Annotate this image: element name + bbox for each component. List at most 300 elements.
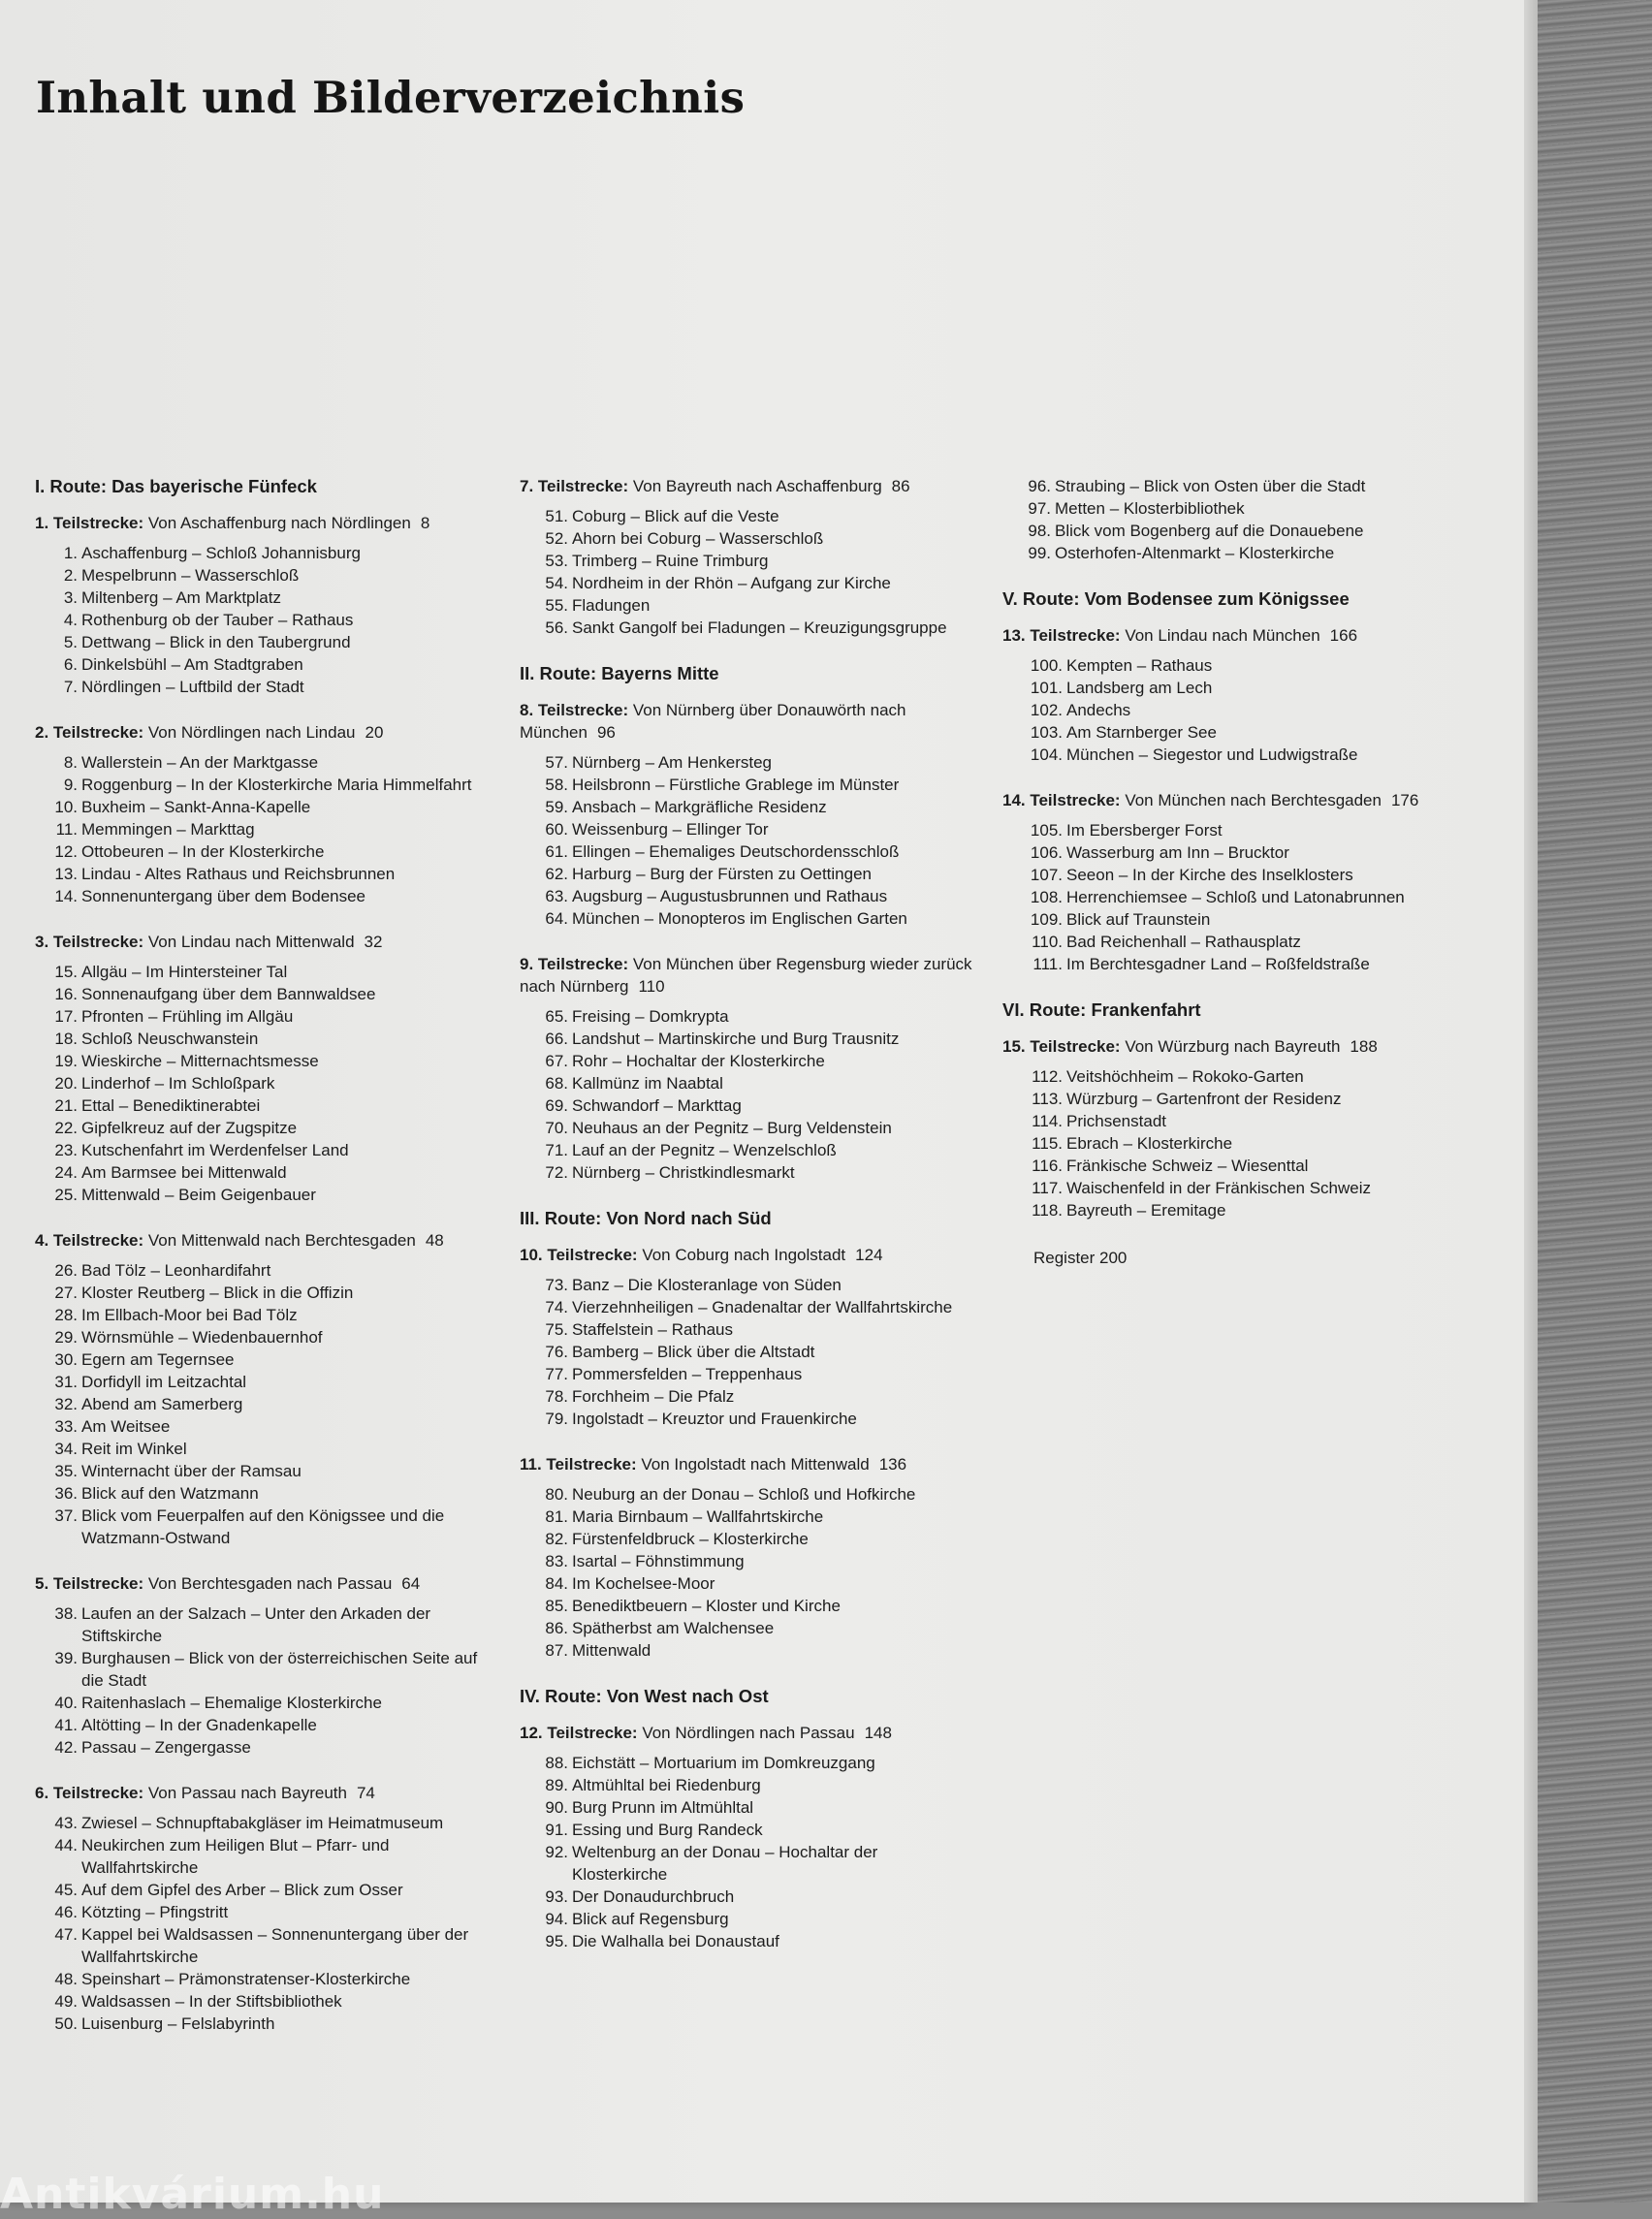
list-item [35,1393,491,1415]
list-item [520,550,975,572]
picture-title: Waischenfeld in der Fränkischen Schweiz [1066,1179,1372,1197]
toc-column-2 [520,475,975,1976]
picture-number: 65. [545,1007,568,1026]
list-item [35,586,491,609]
picture-title: Nürnberg – Christkindlesmarkt [572,1163,795,1182]
leg-page-number: 64 [401,1574,421,1593]
picture-title: Trimberg – Ruine Trimburg [572,552,769,570]
picture-number: 118. [1032,1201,1063,1220]
route-leg [35,1782,491,2035]
list-item [520,1005,975,1028]
picture-list [520,1005,975,1184]
picture-number: 3. [63,588,78,607]
list-item [1002,1199,1448,1221]
picture-title: Buxheim – Sankt-Anna-Kapelle [81,798,311,816]
picture-title: Dinkelsbühl – Am Stadtgraben [81,655,303,674]
list-item [520,1050,975,1072]
leg-title [1002,1035,1448,1058]
picture-number: 46. [54,1903,78,1921]
picture-title: Maria Birnbaum – Wallfahrtskirche [572,1507,824,1526]
picture-title: Ebrach – Klosterkirche [1066,1134,1233,1153]
leg-heading [520,1244,975,1266]
list-item [35,676,491,698]
picture-title: Am Weitsee [81,1417,171,1436]
picture-title: Kötzting – Pfingstritt [81,1903,229,1921]
picture-number: 25. [54,1186,78,1204]
picture-title: Der Donaudurchbruch [572,1887,735,1906]
picture-number: 88. [545,1754,568,1772]
route-heading: V. Route: Vom Bodensee zum Königssee [1002,588,1350,609]
leg-description: Von Nürnberg über Donauwörth nach München [520,701,906,742]
picture-number: 96. [1028,477,1051,495]
watermark: Antikvárium.hu [0,2170,385,2219]
picture-list [35,751,491,907]
picture-number: 87. [545,1641,568,1660]
list-item [1002,931,1448,953]
picture-number: 93. [545,1887,568,1906]
toc-column-3 [1002,475,1448,1269]
leg-description: Von Ingolstadt nach Mittenwald [641,1455,870,1474]
list-item [35,796,491,818]
list-item [520,1528,975,1550]
picture-title: Lindau - Altes Rathaus und Reichsbrunnen [81,865,396,883]
list-item [35,1460,491,1482]
route-leg [35,721,491,907]
leg-page-number: 166 [1329,626,1358,645]
list-item [520,505,975,527]
list-item [520,1028,975,1050]
list-item [35,1692,491,1714]
picture-title: Vierzehnheiligen – Gnadenaltar der Wallfahrtskirche [572,1298,953,1316]
picture-number: 85. [545,1597,568,1615]
picture-title: Roggenburg – In der Klosterkirche Maria Himmelfahrt [81,776,472,794]
picture-list [520,505,975,639]
list-item [35,1482,491,1505]
list-item [520,1161,975,1184]
picture-title: Mittenwald – Beim Geigenbauer [81,1186,316,1204]
picture-number: 6. [63,655,78,674]
list-item [520,796,975,818]
list-item [520,885,975,907]
picture-title: Staffelstein – Rathaus [572,1320,734,1339]
picture-number: 39. [54,1649,78,1667]
leg-description: Von Nördlingen nach Lindau [147,723,356,742]
list-item [1002,520,1448,542]
list-item [35,1184,491,1206]
picture-number: 37. [54,1506,78,1525]
picture-title: Zwiesel – Schnupftabakgläser im Heimatmuseum [81,1814,444,1832]
picture-title: Am Barmsee bei Mittenwald [81,1163,287,1182]
picture-title: Ottobeuren – In der Klosterkirche [81,842,325,861]
picture-title: Bad Tölz – Leonhardifahrt [81,1261,271,1280]
picture-number: 58. [545,776,568,794]
leg-title [35,931,491,953]
picture-number: 52. [545,529,568,548]
leg-page-number: 32 [364,933,383,951]
list-item [35,774,491,796]
picture-title: Schloß Neuschwanstein [81,1030,259,1048]
list-item [35,1161,491,1184]
picture-number: 72. [545,1163,568,1182]
list-item [520,1886,975,1908]
picture-title: Blick auf Regensburg [572,1910,729,1928]
list-item [35,961,491,983]
route-leg [35,931,491,1206]
list-item [35,1326,491,1348]
picture-title: Sonnenuntergang über dem Bodensee [81,887,366,905]
leg-page-number: 20 [365,723,384,742]
route-leg [1002,789,1448,975]
picture-number: 51. [545,507,568,525]
picture-number: 55. [545,596,568,615]
list-item [1002,886,1448,908]
list-item [520,1318,975,1341]
leg-description: Von Mittenwald nach Berchtesgaden [147,1231,416,1250]
list-item [520,572,975,594]
route-leg [35,1229,491,1549]
picture-title: Kempten – Rathaus [1066,656,1213,675]
picture-number: 5. [63,633,78,651]
picture-number: 101. [1030,679,1063,697]
list-item [520,1796,975,1819]
picture-number: 99. [1028,544,1051,562]
picture-number: 11. [55,820,78,839]
picture-title: Im Ellbach-Moor bei Bad Tölz [81,1306,298,1324]
picture-number: 73. [545,1276,568,1294]
list-item [35,1304,491,1326]
picture-number: 76. [545,1343,568,1361]
picture-number: 28. [54,1306,78,1324]
picture-number: 63. [545,887,568,905]
leg-label: 14. Teilstrecke: [1002,791,1121,809]
picture-number: 60. [545,820,568,839]
picture-number: 38. [54,1604,78,1623]
picture-number: 105. [1030,821,1063,840]
picture-number: 116. [1032,1157,1063,1175]
list-item [35,1834,491,1879]
route-leg [35,1572,491,1759]
picture-number: 59. [545,798,568,816]
picture-title: Fränkische Schweiz – Wiesenttal [1066,1157,1309,1175]
picture-title: Rohr – Hochaltar der Klosterkirche [572,1052,825,1070]
list-item [520,1752,975,1774]
picture-title: Dorfidyll im Leitzachtal [81,1373,247,1391]
list-item [520,617,975,639]
picture-list [1002,819,1448,975]
list-item [35,1923,491,1968]
picture-number: 113. [1032,1090,1063,1108]
picture-number: 69. [545,1096,568,1115]
picture-number: 84. [545,1574,568,1593]
picture-title: Fladungen [572,596,651,615]
list-item [520,863,975,885]
picture-title: Neuhaus an der Pegnitz – Burg Veldenstein [572,1119,892,1137]
picture-number: 41. [54,1716,78,1734]
picture-title: Kutschenfahrt im Werdenfelser Land [81,1141,349,1159]
list-item [520,527,975,550]
list-item [35,1072,491,1094]
picture-title: Bad Reichenhall – Rathausplatz [1066,933,1301,951]
picture-title: Ansbach – Markgräfliche Residenz [572,798,827,816]
picture-title: Benediktbeuern – Kloster und Kirche [572,1597,841,1615]
picture-title: Mittenwald [572,1641,651,1660]
picture-title: Andechs [1066,701,1131,719]
list-item [1002,908,1448,931]
route-leg [520,699,975,930]
list-item [35,1714,491,1736]
list-item [520,1408,975,1430]
picture-list [520,1752,975,1952]
leg-heading [520,953,975,998]
picture-number: 56. [545,618,568,637]
list-item [520,1385,975,1408]
picture-title: Seeon – In der Kirche des Inselklosters [1066,866,1353,884]
picture-title: Kallmünz im Naabtal [572,1074,723,1093]
list-item [35,609,491,631]
picture-number: 74. [545,1298,568,1316]
picture-number: 15. [54,963,78,981]
picture-title: Prichsenstadt [1066,1112,1166,1130]
picture-title: Speinshart – Prämonstratenser-Klosterkirche [81,1970,411,1988]
picture-title: Fürstenfeldbruck – Klosterkirche [572,1530,809,1548]
picture-number: 42. [54,1738,78,1757]
list-item [35,840,491,863]
leg-description: Von Berchtesgaden nach Passau [147,1574,393,1593]
leg-label: 3. Teilstrecke: [35,933,144,951]
list-item [520,1595,975,1617]
list-item [520,594,975,617]
leg-heading [520,475,975,497]
picture-number: 71. [545,1141,568,1159]
picture-title: Harburg – Burg der Fürsten zu Oettingen [572,865,872,883]
list-item [35,1139,491,1161]
picture-title: Ellingen – Ehemaliges Deutschordensschloß [572,842,900,861]
picture-title: Wasserburg am Inn – Brucktor [1066,843,1289,862]
picture-number: 54. [545,574,568,592]
leg-heading [35,512,491,534]
picture-title: Straubing – Blick von Osten über die Stadt [1055,477,1366,495]
list-item [35,653,491,676]
list-item [1002,1110,1448,1132]
picture-list [35,1259,491,1549]
picture-title: Passau – Zengergasse [81,1738,251,1757]
picture-number: 66. [545,1030,568,1048]
list-item [35,1028,491,1050]
picture-number: 48. [54,1970,78,1988]
list-item [1002,497,1448,520]
list-item [520,1341,975,1363]
picture-number: 62. [545,865,568,883]
leg-title [35,721,491,744]
list-item [1002,699,1448,721]
picture-title: Ahorn bei Coburg – Wasserschloß [572,529,824,548]
leg-heading [1002,1035,1448,1058]
route-leg [1002,624,1448,766]
picture-number: 70. [545,1119,568,1137]
picture-title: Abend am Samerberg [81,1395,243,1413]
list-item [520,1483,975,1506]
picture-number: 26. [54,1261,78,1280]
picture-number: 14. [54,887,78,905]
list-item [1002,677,1448,699]
leg-label: 15. Teilstrecke: [1002,1037,1121,1056]
picture-title: Landsberg am Lech [1066,679,1213,697]
picture-number: 89. [545,1776,568,1794]
picture-title: Ingolstadt – Kreuztor und Frauenkirche [572,1410,857,1428]
list-item [35,1117,491,1139]
list-item [520,1550,975,1572]
leg-title [520,953,975,998]
leg-description: Von Bayreuth nach Aschaffenburg [632,477,882,495]
leg-title [520,1453,975,1475]
register-entry: Register 200 [1033,1249,1128,1267]
list-item [35,564,491,586]
picture-title: Am Starnberger See [1066,723,1217,742]
picture-number: 24. [54,1163,78,1182]
picture-number: 53. [545,552,568,570]
list-item [520,1117,975,1139]
picture-title: Essing und Burg Randeck [572,1821,763,1839]
list-item [1002,864,1448,886]
picture-number: 31. [54,1373,78,1391]
picture-title: Linderhof – Im Schloßpark [81,1074,275,1093]
list-item [1002,721,1448,744]
leg-description: Von Lindau nach Mittenwald [147,933,355,951]
picture-title: Banz – Die Klosteranlage von Süden [572,1276,842,1294]
picture-title: Memmingen – Markttag [81,820,255,839]
picture-list [1002,654,1448,766]
leg-label: 13. Teilstrecke: [1002,626,1121,645]
list-item [35,1602,491,1647]
route-leg [35,512,491,698]
list-item [1002,1177,1448,1199]
leg-heading [1002,789,1448,811]
picture-title: München – Monopteros im Englischen Garten [572,909,907,928]
list-item [1002,542,1448,564]
list-item [520,1506,975,1528]
list-item [35,863,491,885]
leg-title [520,1722,975,1744]
picture-number: 103. [1030,723,1063,742]
leg-heading [520,699,975,744]
picture-number: 110. [1032,933,1063,951]
leg-page-number: 96 [596,723,616,742]
list-item [520,1930,975,1952]
picture-title: Nördlingen – Luftbild der Stadt [81,678,304,696]
leg-description: Von Nördlingen nach Passau [642,1724,855,1742]
picture-title: Wörnsmühle – Wiedenbauernhof [81,1328,323,1347]
picture-number: 47. [54,1925,78,1944]
toc-column-1 [35,475,491,2058]
picture-number: 7. [63,678,78,696]
picture-title: Laufen an der Salzach – Unter den Arkaden der Stiftskirche [81,1604,431,1645]
list-item [1002,654,1448,677]
picture-title: Auf dem Gipfel des Arber – Blick zum Osser [81,1881,403,1899]
picture-title: Augsburg – Augustusbrunnen und Rathaus [572,887,888,905]
picture-title: Schwandorf – Markttag [572,1096,742,1115]
picture-number: 36. [54,1484,78,1503]
picture-title: Kappel bei Waldsassen – Sonnenuntergang über der Wallfahrtskirche [81,1925,469,1966]
picture-number: 27. [54,1284,78,1302]
leg-page-number: 148 [864,1724,892,1742]
picture-title: Allgäu – Im Hintersteiner Tal [81,963,288,981]
picture-number: 86. [545,1619,568,1637]
leg-heading [35,1572,491,1595]
picture-title: Winternacht über der Ramsau [81,1462,302,1480]
picture-number: 95. [545,1932,568,1950]
leg-label: 4. Teilstrecke: [35,1231,144,1250]
picture-number: 102. [1030,701,1063,719]
picture-number: 97. [1028,499,1051,518]
list-item [1002,1088,1448,1110]
picture-title: Forchheim – Die Pfalz [572,1387,735,1406]
route-leg [520,1722,975,1952]
list-item [1002,819,1448,841]
list-item [35,1968,491,1990]
picture-list [520,751,975,930]
list-item [520,1572,975,1595]
leg-title [35,512,491,534]
list-item [520,1841,975,1886]
leg-heading [520,1722,975,1744]
picture-number: 49. [54,1992,78,2011]
leg-title [1002,789,1448,811]
list-item [35,1050,491,1072]
picture-number: 13. [54,865,78,883]
leg-heading [520,1453,975,1475]
leg-heading [35,721,491,744]
list-item [1002,953,1448,975]
picture-title: Blick auf den Watzmann [81,1484,259,1503]
picture-title: Burghausen – Blick von der österreichischen Seite auf die Stadt [81,1649,478,1690]
picture-title: Würzburg – Gartenfront der Residenz [1066,1090,1342,1108]
picture-number: 75. [545,1320,568,1339]
picture-number: 92. [545,1843,568,1861]
leg-title [35,1572,491,1595]
list-item [35,542,491,564]
picture-list [35,1602,491,1759]
picture-number: 19. [54,1052,78,1070]
picture-list [1002,1065,1448,1221]
picture-list [35,961,491,1206]
picture-title: Mespelbrunn – Wasserschloß [81,566,300,585]
picture-title: Im Kochelsee-Moor [572,1574,715,1593]
picture-title: München – Siegestor und Ludwigstraße [1066,745,1358,764]
picture-title: Kloster Reutberg – Blick in die Offizin [81,1284,354,1302]
leg-page-number: 176 [1390,791,1419,809]
route-leg [1002,1035,1448,1221]
list-item [35,1736,491,1759]
list-item [35,1812,491,1834]
leg-heading [35,931,491,953]
list-item [520,1908,975,1930]
list-item [520,1274,975,1296]
route-heading: VI. Route: Frankenfahrt [1002,999,1201,1020]
list-item [520,1094,975,1117]
route-leg [520,1244,975,1430]
picture-list [1002,475,1448,564]
list-item [35,1438,491,1460]
picture-title: Osterhofen-Altenmarkt – Klosterkirche [1055,544,1335,562]
leg-title [35,1229,491,1252]
picture-title: Ettal – Benediktinerabtei [81,1096,261,1115]
picture-number: 18. [54,1030,78,1048]
route-leg [520,1453,975,1662]
leg-description: Von Aschaffenburg nach Nördlingen [147,514,411,532]
leg-label: 9. Teilstrecke: [520,955,629,973]
picture-title: Egern am Tegernsee [81,1350,235,1369]
picture-number: 12. [54,842,78,861]
